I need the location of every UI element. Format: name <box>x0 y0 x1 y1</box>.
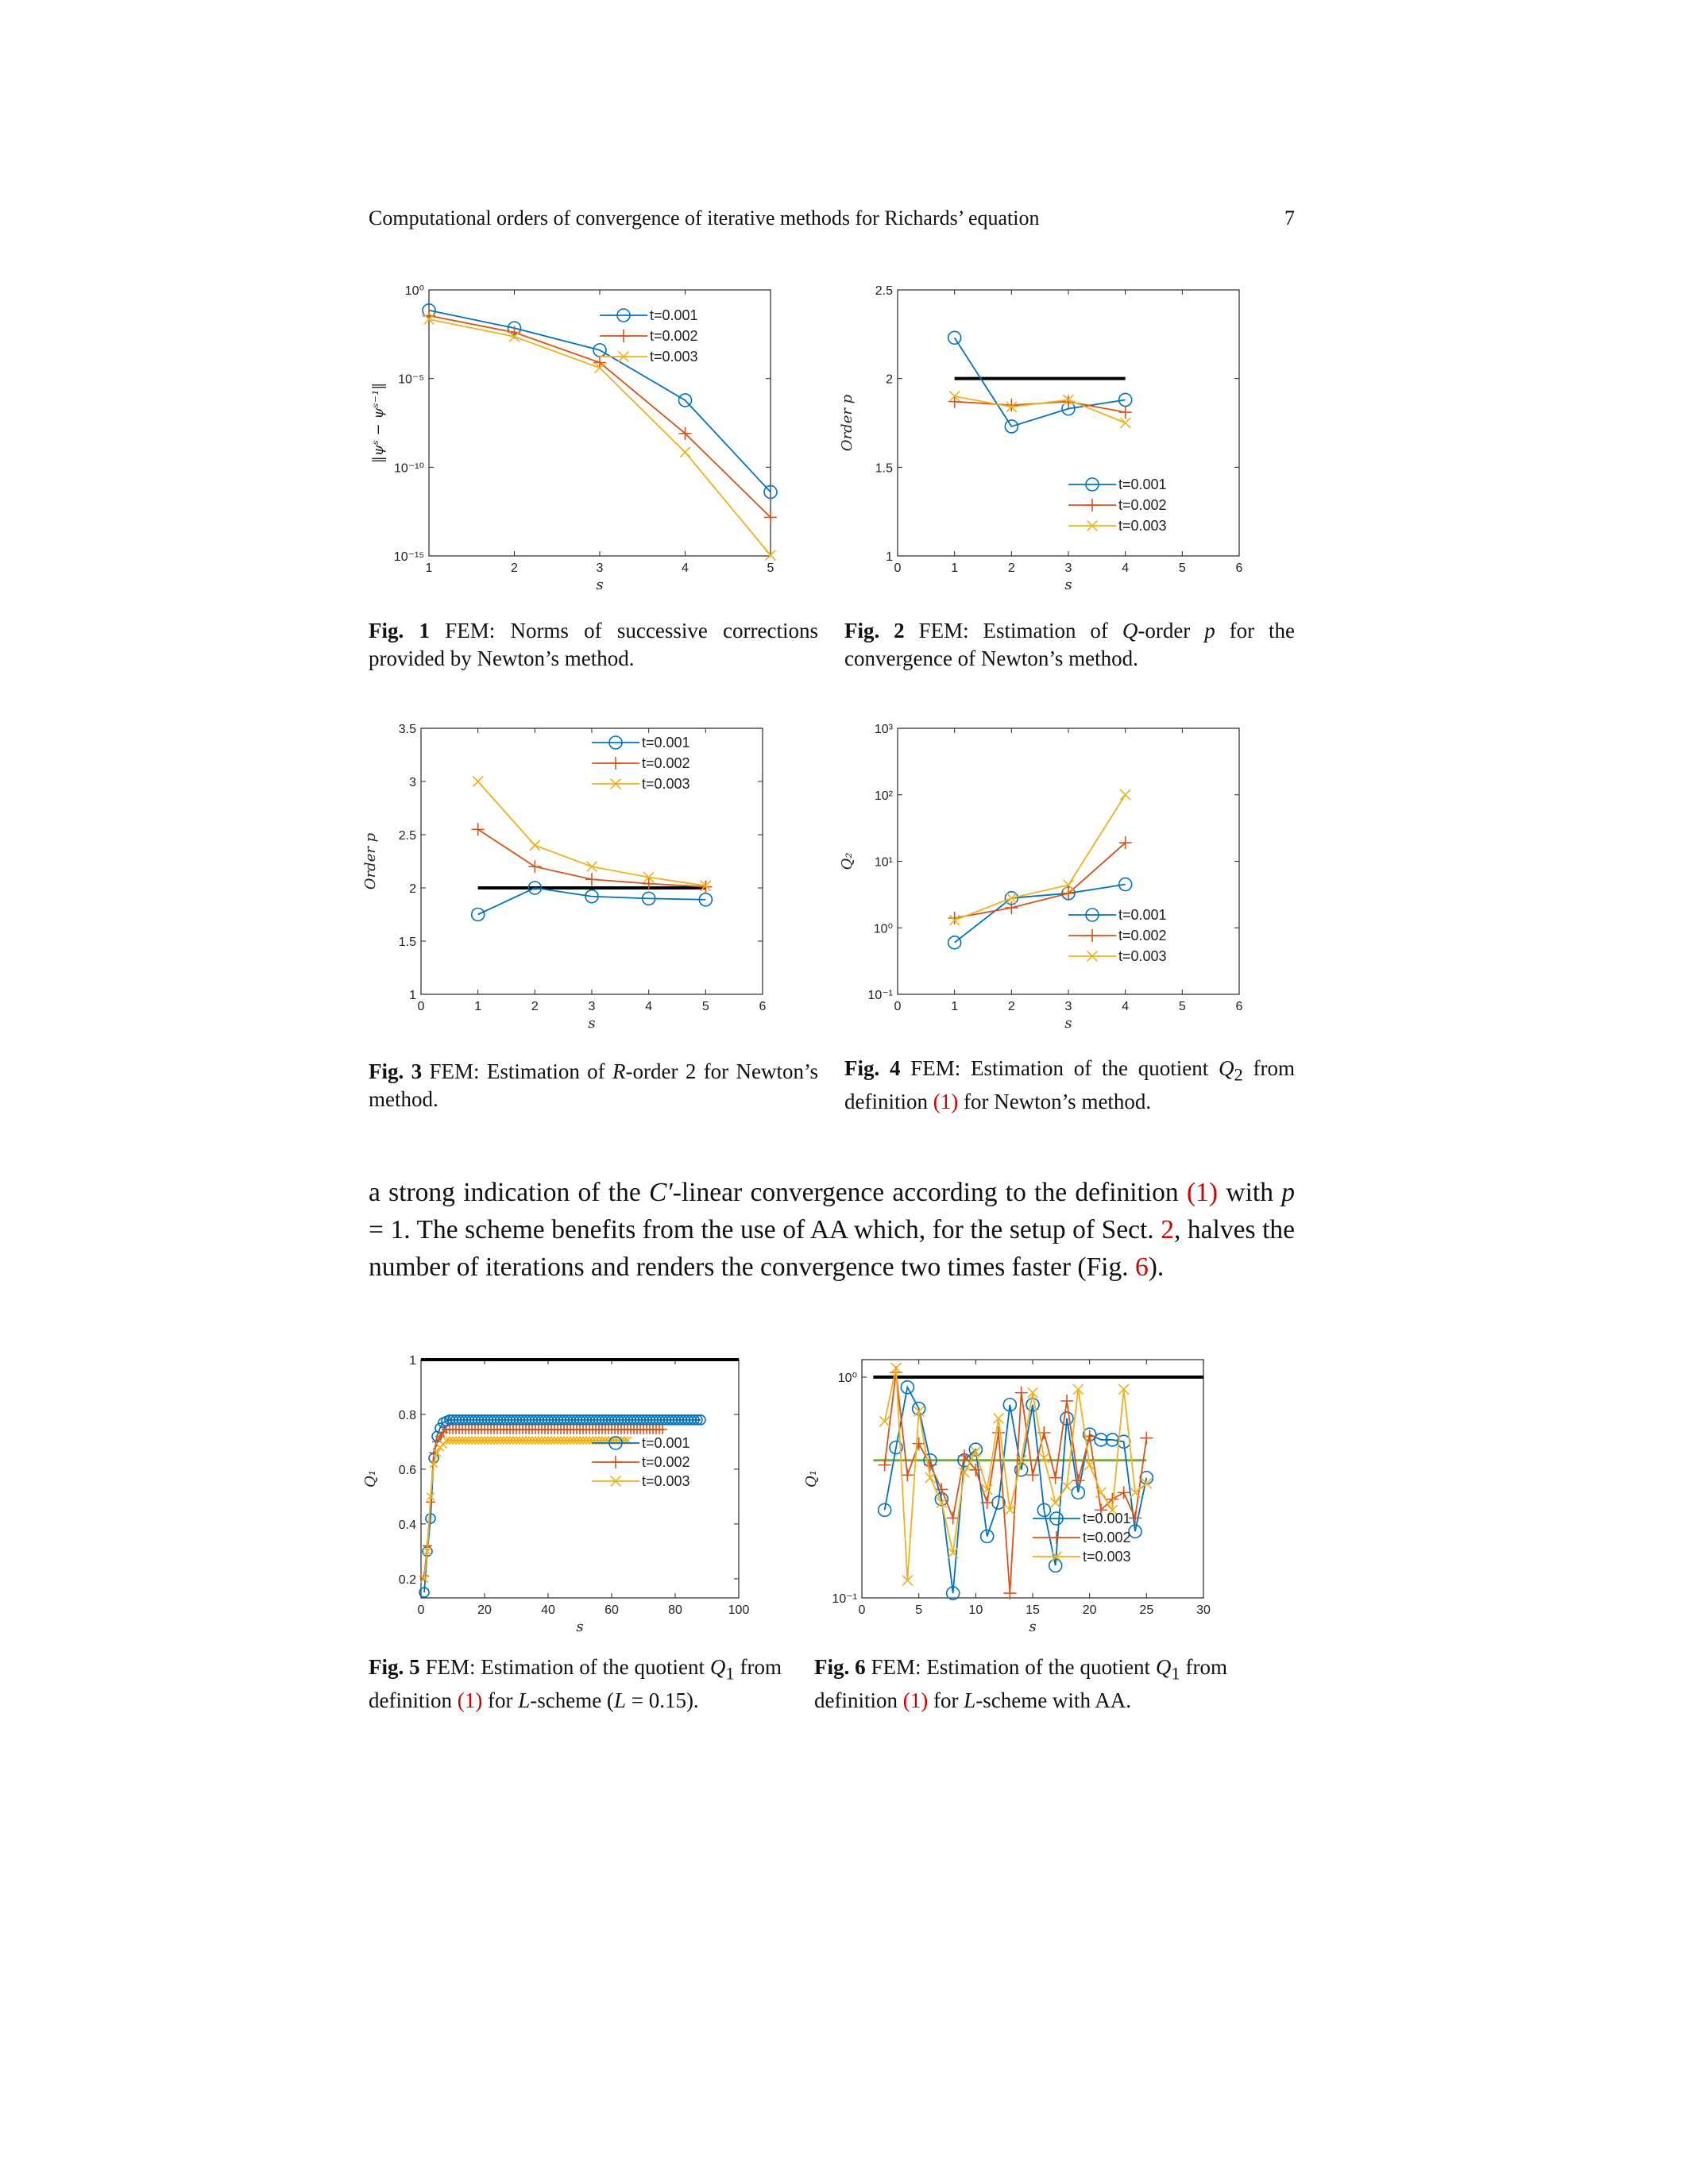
y-tick-label: 0.2 <box>398 1572 416 1587</box>
body-math: C′ <box>649 1178 673 1207</box>
x-axis-label: s <box>1064 1015 1072 1032</box>
caption-text: FEM: Estimation of <box>429 1059 605 1083</box>
caption-math-sub: 2 <box>1234 1064 1243 1085</box>
section-ref-link[interactable]: 2 <box>1161 1215 1174 1244</box>
caption-math: Q <box>1219 1056 1234 1080</box>
caption-text: FEM: Estimation of <box>918 619 1108 642</box>
figure-1-chart <box>350 274 794 612</box>
y-tick-label: 2.5 <box>398 829 416 843</box>
figure-3-caption <box>369 1058 818 1113</box>
legend-label: t=0.002 <box>1118 497 1167 513</box>
y-tick-label: 2 <box>409 882 416 896</box>
caption-math: Q <box>1155 1655 1172 1679</box>
figure-ref-link[interactable]: 6 <box>1135 1252 1149 1282</box>
x-axis-label: s <box>1029 1619 1037 1635</box>
figure-5-chart <box>362 1350 778 1640</box>
x-tick-label: 80 <box>668 1603 682 1617</box>
body-text: ). <box>1148 1252 1165 1282</box>
x-tick-label: 3 <box>1064 1000 1072 1013</box>
x-tick-label: 2 <box>1007 561 1015 575</box>
figure-6-chart <box>803 1350 1231 1640</box>
x-tick-label: 1 <box>951 1000 959 1013</box>
x-tick-label: 6 <box>1235 1000 1243 1013</box>
y-axis-label: Order p <box>362 832 379 890</box>
legend-label: t=0.001 <box>1118 477 1167 492</box>
legend-label: t=0.003 <box>1118 518 1167 534</box>
legend-label: t=0.003 <box>1083 1549 1131 1565</box>
caption-label: Fig. 4 <box>844 1056 901 1080</box>
legend-label: t=0.002 <box>1118 928 1167 943</box>
caption-math: L <box>518 1688 531 1713</box>
legend-label: t=0.003 <box>642 1473 690 1489</box>
x-tick-label: 0 <box>417 1000 425 1013</box>
x-tick-label: 60 <box>605 1603 619 1617</box>
figure-5-caption <box>369 1653 782 1715</box>
y-axis-label: ‖ψˢ − ψˢ⁻¹‖ <box>370 382 387 464</box>
y-tick-label: 0.4 <box>398 1518 416 1532</box>
x-tick-label: 2 <box>511 561 518 575</box>
x-tick-label: 6 <box>1235 561 1243 575</box>
caption-text: -order 2 for Newton’s method. <box>369 1059 819 1111</box>
x-tick-label: 4 <box>645 1000 653 1013</box>
page-number: 7 <box>1284 206 1295 230</box>
caption-label: Fig. 1 <box>369 619 430 642</box>
running-title: Computational orders of convergence of iterative methods for Richards’ equation <box>369 206 1040 230</box>
caption-text: from definition <box>814 1655 1228 1713</box>
y-tick-label: 10⁰ <box>873 922 893 936</box>
legend-label: t=0.002 <box>642 1454 690 1470</box>
y-tick-label: 10⁻⁵ <box>398 372 424 387</box>
x-axis-label: s <box>596 577 604 593</box>
caption-label: Fig. 3 <box>369 1059 423 1083</box>
x-axis-label: s <box>576 1619 584 1635</box>
y-tick-label: 3.5 <box>398 723 416 736</box>
x-tick-label: 6 <box>759 1000 767 1013</box>
body-paragraph <box>369 1174 1295 1286</box>
legend-label: t=0.003 <box>650 349 698 365</box>
x-tick-label: 20 <box>477 1603 492 1617</box>
plot-area <box>421 728 763 994</box>
figure-4-chart <box>838 719 1283 1048</box>
caption-text: for the convergence of Newton’s method. <box>844 619 1296 670</box>
y-tick-label: 10⁻¹ <box>867 989 893 1002</box>
caption-math: Q <box>709 1655 726 1679</box>
equation-ref-link[interactable]: (1) <box>1187 1178 1219 1207</box>
x-tick-label: 3 <box>596 561 604 575</box>
y-tick-label: 1 <box>409 989 416 1002</box>
caption-math: Q <box>1122 619 1138 642</box>
y-tick-label: 3 <box>409 776 416 789</box>
caption-label: Fig. 2 <box>844 619 905 642</box>
legend-label: t=0.003 <box>642 776 690 792</box>
x-tick-label: 2 <box>531 1000 539 1013</box>
x-tick-label: 40 <box>541 1603 555 1617</box>
x-tick-label: 0 <box>894 561 902 575</box>
caption-text: = 0.15). <box>631 1688 699 1713</box>
x-tick-label: 5 <box>701 1000 709 1013</box>
x-tick-label: 5 <box>915 1603 923 1617</box>
legend-label: t=0.001 <box>650 307 698 323</box>
y-tick-label: 2 <box>886 372 893 387</box>
body-text: a strong indication of the <box>369 1178 641 1207</box>
equation-ref-link[interactable]: (1) <box>902 1688 929 1713</box>
caption-math: p <box>1204 619 1215 642</box>
equation-ref-link[interactable]: (1) <box>457 1688 483 1713</box>
x-tick-label: 1 <box>425 561 433 575</box>
y-axis-label: Order p <box>839 394 856 452</box>
x-tick-label: 0 <box>894 1000 902 1013</box>
y-tick-label: 10⁻¹ <box>832 1592 857 1606</box>
y-tick-label: 1 <box>409 1354 416 1368</box>
x-tick-label: 100 <box>728 1603 750 1617</box>
x-tick-label: 3 <box>1064 561 1072 575</box>
legend-label: t=0.001 <box>642 1435 690 1451</box>
x-tick-label: 20 <box>1082 1603 1097 1617</box>
equation-ref-link[interactable]: (1) <box>933 1090 959 1114</box>
caption-text: -order <box>1138 619 1191 642</box>
legend-label: t=0.002 <box>642 755 690 771</box>
y-tick-label: 10⁻¹⁵ <box>393 550 424 564</box>
x-tick-label: 15 <box>1026 1603 1040 1617</box>
plot-area <box>898 728 1239 994</box>
caption-label: Fig. 5 <box>369 1655 420 1679</box>
y-tick-label: 10⁻¹⁰ <box>394 461 424 476</box>
body-text: with <box>1226 1178 1273 1207</box>
y-tick-label: 10¹ <box>874 855 893 870</box>
caption-text: for <box>933 1688 959 1713</box>
y-tick-label: 10³ <box>874 723 893 736</box>
y-tick-label: 1.5 <box>398 936 416 949</box>
caption-text: for Newton’s method. <box>963 1090 1152 1114</box>
figure-1-caption <box>369 617 818 673</box>
x-axis-label: s <box>1064 577 1072 593</box>
y-tick-label: 10⁰ <box>837 1372 857 1386</box>
figure-3-chart <box>350 719 794 1048</box>
legend-label: t=0.001 <box>1083 1511 1131 1526</box>
x-tick-label: 0 <box>858 1603 866 1617</box>
y-axis-label: Q₁ <box>803 1470 820 1488</box>
caption-math-sub: 1 <box>1171 1663 1180 1684</box>
caption-math: R <box>612 1059 626 1083</box>
caption-text: FEM: Estimation of the quotient <box>871 1655 1151 1679</box>
y-tick-label: 0.8 <box>398 1408 416 1422</box>
legend-label: t=0.002 <box>1083 1530 1131 1545</box>
figure-4-caption <box>844 1055 1295 1116</box>
y-axis-label: Q₂ <box>839 852 856 870</box>
y-tick-label: 1 <box>886 550 893 564</box>
caption-text: FEM: Estimation of the quotient <box>425 1655 705 1679</box>
x-tick-label: 30 <box>1196 1603 1211 1617</box>
y-tick-label: 10⁰ <box>404 284 424 298</box>
caption-text: -scheme ( <box>530 1688 614 1713</box>
caption-text: -scheme with AA. <box>975 1688 1131 1713</box>
caption-text: FEM: Estimation of the quotient <box>910 1056 1209 1080</box>
body-math: p <box>1281 1178 1296 1207</box>
legend-label: t=0.002 <box>650 328 698 344</box>
y-tick-label: 1.5 <box>875 461 893 476</box>
caption-math-sub: 1 <box>725 1663 735 1684</box>
x-tick-label: 10 <box>968 1603 983 1617</box>
x-tick-label: 4 <box>1122 1000 1130 1013</box>
x-tick-label: 4 <box>682 561 689 575</box>
legend-label: t=0.003 <box>1118 948 1167 964</box>
x-tick-label: 5 <box>1178 561 1186 575</box>
x-tick-label: 3 <box>588 1000 596 1013</box>
x-tick-label: 25 <box>1139 1603 1154 1617</box>
x-tick-label: 1 <box>951 561 959 575</box>
body-text: = 1. The scheme benefits from the use of AA which, for the setup of Sect. <box>369 1215 1154 1244</box>
y-tick-label: 10² <box>874 789 893 803</box>
figure-2-chart <box>838 274 1283 612</box>
legend-label: t=0.001 <box>642 735 690 751</box>
x-tick-label: 4 <box>1122 561 1130 575</box>
body-text: -linear convergence according to the definition <box>672 1178 1179 1207</box>
page-header <box>369 206 1295 230</box>
plot-area <box>421 1360 739 1598</box>
x-axis-label: s <box>588 1015 596 1032</box>
y-tick-label: 0.6 <box>398 1463 416 1477</box>
body-text: , halves the number of iterations and renders the convergence two times faster (Fig. <box>369 1215 1295 1282</box>
x-tick-label: 5 <box>1178 1000 1186 1013</box>
figure-2-caption <box>844 617 1295 673</box>
caption-label: Fig. 6 <box>814 1655 866 1679</box>
caption-math: L <box>613 1688 626 1713</box>
x-tick-label: 5 <box>767 561 774 575</box>
x-tick-label: 0 <box>417 1603 425 1617</box>
caption-math: L <box>964 1688 976 1713</box>
x-tick-label: 1 <box>474 1000 482 1013</box>
legend-label: t=0.001 <box>1118 907 1167 923</box>
caption-text: from definition <box>844 1056 1296 1114</box>
plot-area <box>898 290 1239 556</box>
x-tick-label: 2 <box>1007 1000 1015 1013</box>
y-axis-label: Q₁ <box>362 1470 379 1488</box>
caption-text: for <box>487 1688 513 1713</box>
caption-text: FEM: Norms of successive corrections provided by Newton’s method. <box>369 619 818 670</box>
figure-6-caption <box>814 1653 1227 1715</box>
y-tick-label: 2.5 <box>875 284 893 298</box>
caption-text: from definition <box>369 1655 782 1713</box>
